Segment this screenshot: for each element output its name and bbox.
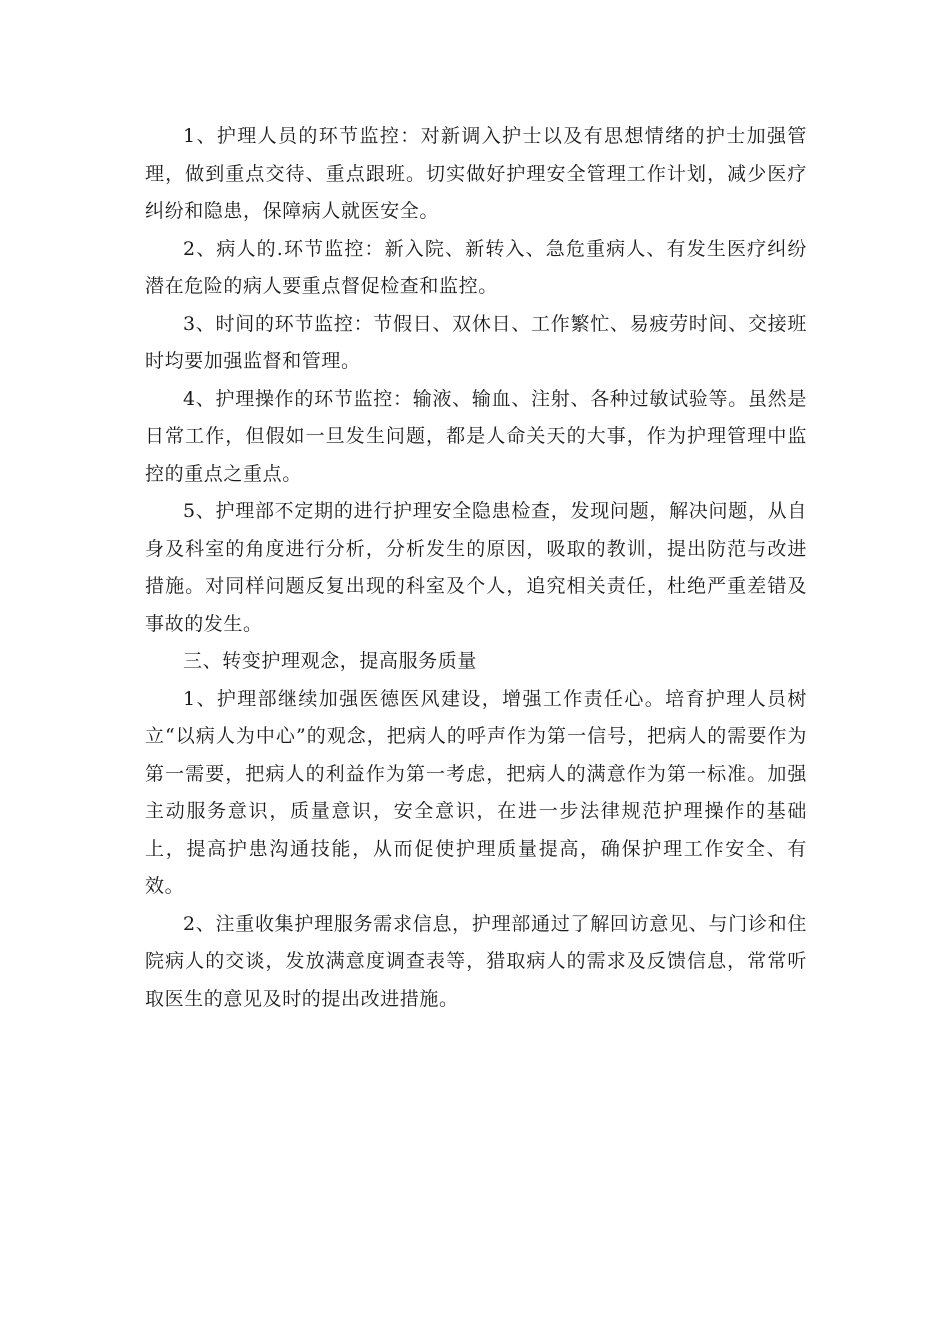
paragraph-operation-monitoring: 4、护理操作的环节监控：输液、输血、注射、各种过敏试验等。虽然是日常工作，但假如一旦发生问题，都是人命关天的大事，作为护理管理中监控的重点之重点。 (145, 387, 807, 485)
paragraph-feedback-collection: 2、注重收集护理服务需求信息，护理部通过了解回访意见、与门诊和住院病人的交谈，发放满意度调查表等，猎取病人的需求及反馈信息，常常听取医生的意见及时的提出改进措施。 (145, 912, 807, 1010)
paragraph-time-monitoring: 3、时间的环节监控：节假日、双休日、工作繁忙、易疲劳时间、交接班时均要加强监督和管理。 (145, 312, 807, 372)
section-heading: 三、转变护理观念，提高服务质量 (183, 650, 478, 672)
paragraph-ethics-building: 1、护理部继续加强医德医风建设，增强工作责任心。培育护理人员树立“以病人为中心”的观念，把病人的呼声作为第一信号，把病人的需要作为第一需要，把病人的利益作为第一考虑，把病人的满意作为第一标准。加强主动服务意识，质量意识，安全意识，在进一步法律规范护理操作的基础上，提高护患沟通技能，从而促使护理质量提高，确保护理工作安全、有效。 (145, 687, 807, 897)
document-body (145, 118, 807, 1018)
paragraph-staff-monitoring: 1、护理人员的环节监控：对新调入护士以及有思想情绪的护士加强管理，做到重点交待、重点跟班。切实做好护理安全管理工作计划，减少医疗纠纷和隐患，保障病人就医安全。 (145, 125, 807, 222)
paragraph-safety-inspection: 5、护理部不定期的进行护理安全隐患检查，发现问题，解决问题，从自身及科室的角度进行分析，分析发生的原因，吸取的教训，提出防范与改进措施。对同样问题反复出现的科室及个人，追究相关责任，杜绝严重差错及事故的发生。 (145, 500, 807, 635)
paragraph-patient-monitoring: 2、病人的.环节监控：新入院、新转入、急危重病人、有发生医疗纠纷潜在危险的病人要重点督促检查和监控。 (145, 237, 807, 297)
